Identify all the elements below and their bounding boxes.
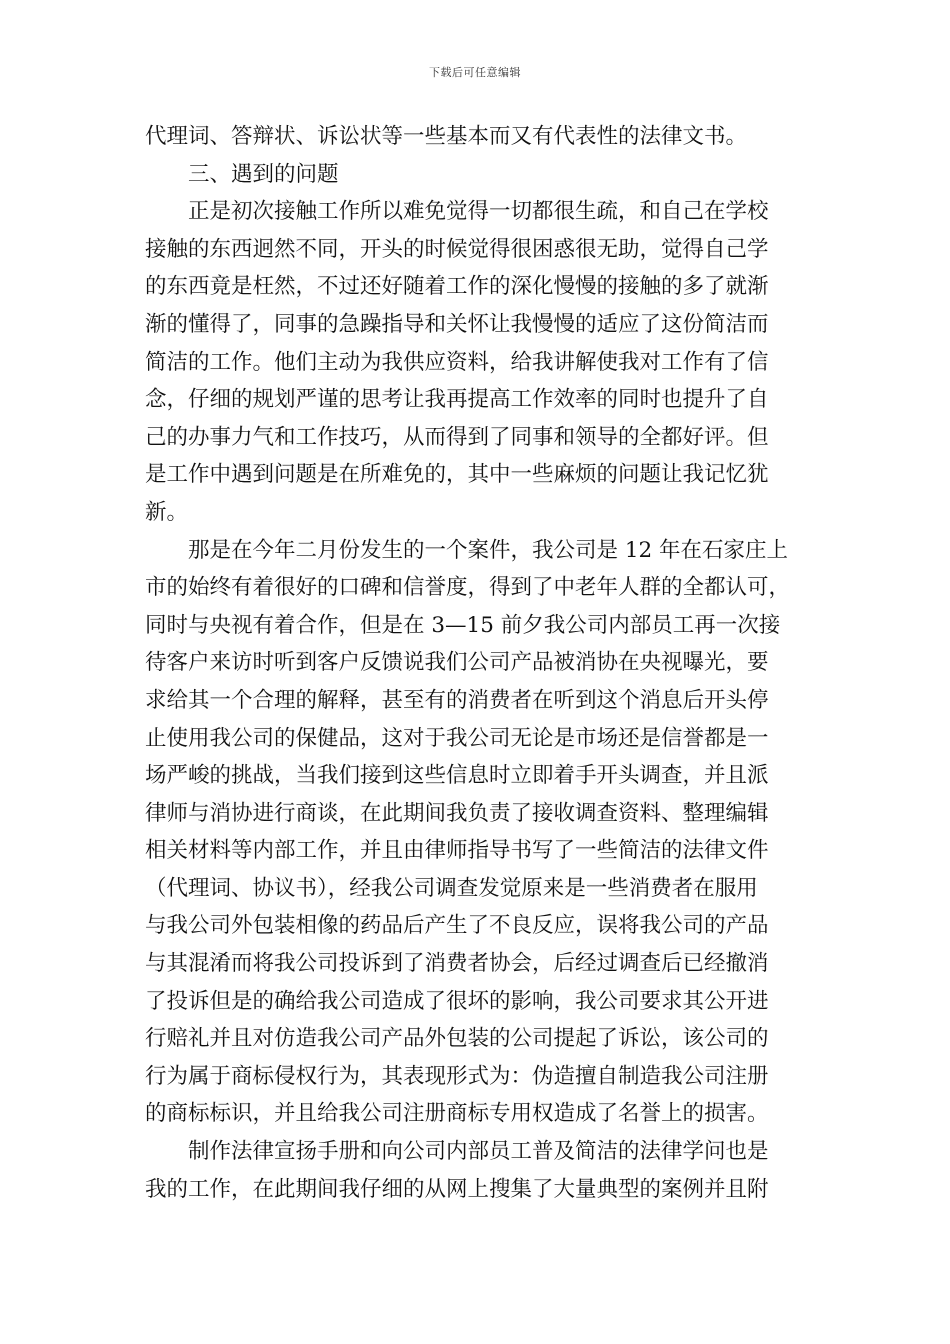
text-line: 待客户来访时听到客户反馈说我们公司产品被消协在央视曝光，要 <box>145 650 769 676</box>
text-line: 行赔礼并且对仿造我公司产品外包装的公司提起了诉讼，该公司的 <box>145 1026 769 1052</box>
text-line: 市的始终有着很好的口碑和信誉度，得到了中老年人群的全都认可， <box>145 575 791 601</box>
document-body <box>145 118 807 1208</box>
text-line: 的商标标识，并且给我公司注册商标专用权造成了名誉上的损害。 <box>145 1101 769 1127</box>
text-line: 渐的懂得了，同事的急躁指导和关怀让我慢慢的适应了这份简洁而 <box>145 311 769 337</box>
text-line: 与其混淆而将我公司投诉到了消费者协会，后经过调查后已经撤消 <box>145 951 769 977</box>
text-line: 接触的东西迥然不同，开头的时候觉得很困惑很无助，觉得自己学 <box>145 236 769 262</box>
text-line: 简洁的工作。他们主动为我供应资料，给我讲解使我对工作有了信 <box>145 349 769 375</box>
text-line: 行为属于商标侵权行为，其表现形式为：伪造擅自制造我公司注册 <box>145 1063 769 1089</box>
text-line: 代理词、答辩状、诉讼状等一些基本而又有代表性的法律文书。 <box>145 124 748 149</box>
text-line: 场严峻的挑战，当我们接到这些信息时立即着手开头调查，并且派 <box>145 763 769 789</box>
text-line: （代理词、协议书），经我公司调查发觉原来是一些消费者在服用 <box>145 875 758 901</box>
text-line: 念，仔细的规划严谨的思考让我再提高工作效率的同时也提升了自 <box>145 387 769 413</box>
text-line: 止使用我公司的保健品，这对于我公司无论是市场还是信誉都是一 <box>145 725 769 751</box>
text-line: 制作法律宣扬手册和向公司内部员工普及简洁的法律学问也是 <box>188 1139 769 1165</box>
text-line: 相关材料等内部工作，并且由律师指导书写了一些简洁的法律文件 <box>145 838 769 864</box>
text-line: 是工作中遇到问题是在所难免的，其中一些麻烦的问题让我记忆犹 <box>145 462 769 488</box>
text-line: 与我公司外包装相像的药品后产生了不良反应，误将我公司的产品 <box>145 913 769 939</box>
text-line: 那是在今年二月份发生的一个案件，我公司是 12 年在石家庄上 <box>188 537 789 563</box>
text-line: 己的办事力气和工作技巧，从而得到了同事和领导的全都好评。但 <box>145 424 769 450</box>
text-line: 正是初次接触工作所以难免觉得一切都很生疏，和自己在学校 <box>188 199 769 225</box>
section-heading: 三、遇到的问题 <box>188 161 339 187</box>
text-line: 同时与央视有着合作，但是在 3—15 前夕我公司内部员工再一次接 <box>145 612 781 638</box>
text-line: 求给其一个合理的解释，甚至有的消费者在听到这个消息后开头停 <box>145 687 769 713</box>
text-line: 的东西竟是枉然，不过还好随着工作的深化慢慢的接触的多了就渐 <box>145 274 769 300</box>
text-line: 律师与消协进行商谈，在此期间我负责了接收调查资料、整理编辑 <box>145 800 769 826</box>
text-line: 了投诉但是的确给我公司造成了很坏的影响，我公司要求其公开进 <box>145 988 769 1014</box>
text-line: 我的工作，在此期间我仔细的从网上搜集了大量典型的案例并且附 <box>145 1176 769 1202</box>
text-line: 新。 <box>145 499 189 525</box>
page-header: 下载后可任意编辑 <box>429 66 521 79</box>
